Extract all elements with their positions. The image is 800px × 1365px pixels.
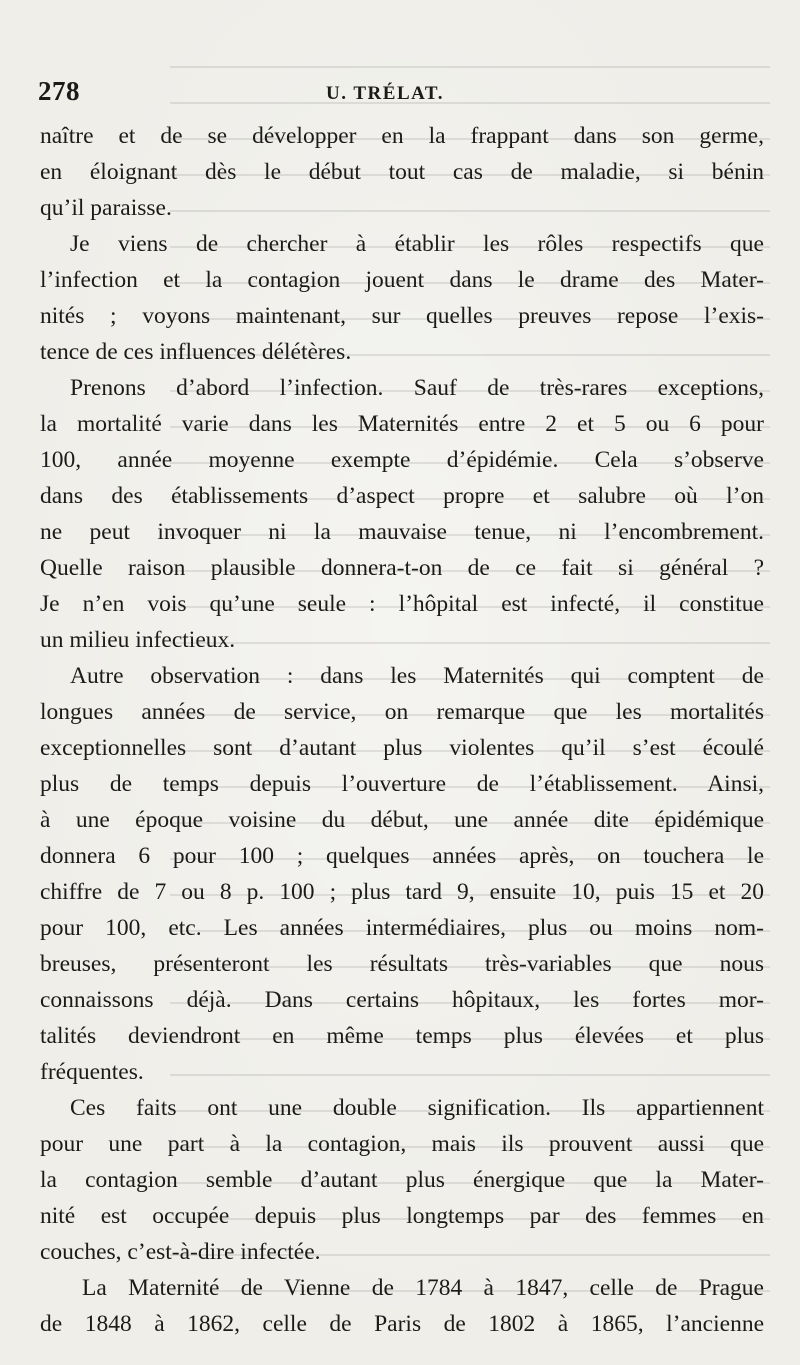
running-head: U. TRÉLAT. <box>326 83 444 104</box>
text-line: nités ; voyons maintenant, sur quelles preuves repose l’exis- <box>40 303 764 329</box>
text-line: en éloignant dès le début tout cas de maladie, si bénin <box>40 159 764 185</box>
text-line: l’infection et la contagion jouent dans le drame des Mater- <box>40 267 764 293</box>
text-line: breuses, présenteront les résultats très-variables que nous <box>40 951 764 977</box>
paragraph-first-line: La Maternité de Vienne de 1784 à 1847, celle de Prague <box>82 1275 764 1301</box>
paragraph-first-line: Autre observation : dans les Maternités qui comptent de <box>70 663 764 689</box>
text-line: pour une part à la contagion, mais ils prouvent aussi que <box>40 1131 764 1157</box>
body-text <box>40 118 764 1342</box>
text-line: fréquentes. <box>40 1059 144 1085</box>
text-line: un milieu infectieux. <box>40 627 236 653</box>
page-header <box>38 76 762 116</box>
text-line: donnera 6 pour 100 ; quelques années après, on touchera le <box>40 843 764 869</box>
paragraph-first-line: Ces faits ont une double signification. Ils appartiennent <box>70 1095 764 1121</box>
text-line: naître et de se développer en la frappant dans son germe, <box>40 123 764 149</box>
text-line: chiffre de 7 ou 8 p. 100 ; plus tard 9, ensuite 10, puis 15 et 20 <box>40 879 764 905</box>
text-line: de 1848 à 1862, celle de Paris de 1802 à 1865, l’ancienne <box>40 1311 764 1337</box>
text-line: connaissons déjà. Dans certains hôpitaux, les fortes mor- <box>40 987 764 1013</box>
paragraph-first-line: Prenons d’abord l’infection. Sauf de très-rares exceptions, <box>70 375 764 401</box>
text-line: Je n’en vois qu’une seule : l’hôpital est infecté, il constitue <box>40 591 764 617</box>
text-line: dans des établissements d’aspect propre et salubre où l’on <box>40 483 764 509</box>
text-line: nité est occupée depuis plus longtemps par des femmes en <box>40 1203 764 1229</box>
text-line: la contagion semble d’autant plus énergique que la Mater- <box>40 1167 764 1193</box>
text-line: tence de ces influences délétères. <box>40 339 352 365</box>
text-line: pour 100, etc. Les années intermédiaires, plus ou moins nom- <box>40 915 764 941</box>
text-line: ne peut invoquer ni la mauvaise tenue, ni l’encombrement. <box>40 519 764 545</box>
text-line: plus de temps depuis l’ouverture de l’établissement. Ainsi, <box>40 771 764 797</box>
text-line: exceptionnelles sont d’autant plus violentes qu’il s’est écoulé <box>40 735 764 761</box>
text-line: à une époque voisine du début, une année dite épidémique <box>40 807 764 833</box>
text-line: 100, année moyenne exempte d’épidémie. Cela s’observe <box>40 447 764 473</box>
text-line: longues années de service, on remarque que les mortalités <box>40 699 764 725</box>
page-number: 278 <box>38 76 80 106</box>
text-line: couches, c’est-à-dire infectée. <box>40 1239 321 1265</box>
text-line: qu’il paraisse. <box>40 195 172 221</box>
text-line: la mortalité varie dans les Maternités entre 2 et 5 ou 6 pour <box>40 411 764 437</box>
text-line: Quelle raison plausible donnera-t-on de ce fait si général ? <box>40 555 764 581</box>
paragraph-first-line: Je viens de chercher à établir les rôles respectifs que <box>70 231 764 257</box>
text-line: talités deviendront en même temps plus élevées et plus <box>40 1023 764 1049</box>
